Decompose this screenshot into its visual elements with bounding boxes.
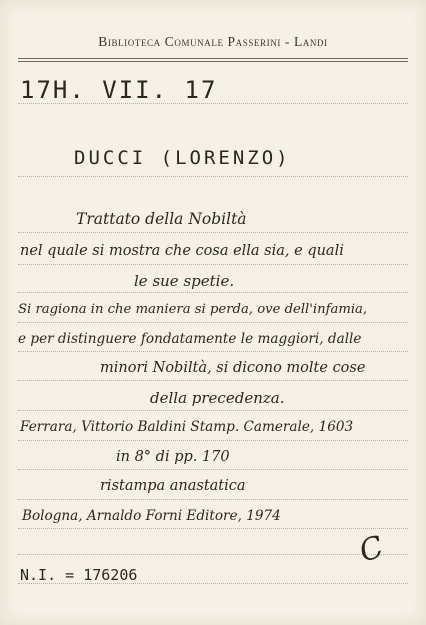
title-line-6: minori Nobiltà, si dicono molte cose bbox=[100, 360, 366, 376]
ruled-line bbox=[18, 292, 408, 293]
ruled-line bbox=[18, 410, 408, 411]
ruled-line bbox=[18, 528, 408, 529]
ruled-line bbox=[18, 380, 408, 381]
title-line-7: della precedenza. bbox=[150, 389, 285, 407]
ruled-line bbox=[18, 499, 408, 500]
ruled-line bbox=[18, 232, 408, 233]
ruled-line bbox=[18, 264, 408, 265]
inventory-number: N.I. = 176206 bbox=[20, 566, 138, 584]
reprint-imprint: Bologna, Arnaldo Forni Editore, 1974 bbox=[22, 508, 281, 524]
header-rule-double bbox=[18, 61, 408, 62]
shelfmark: 17H. VII. 17 bbox=[20, 76, 218, 104]
title-line-1: Trattato della Nobiltà bbox=[76, 210, 247, 228]
library-header: Biblioteca Comunale Passerini - Landi bbox=[98, 34, 328, 49]
imprint: Ferrara, Vittorio Baldini Stamp. Camerale, 1603 bbox=[20, 419, 354, 435]
reprint-note: ristampa anastatica bbox=[100, 478, 246, 494]
ruled-line bbox=[18, 440, 408, 441]
check-mark: C bbox=[355, 529, 388, 570]
title-line-4: Si ragiona in che maniera si perda, ove dell'infamia, bbox=[18, 302, 368, 317]
header-rule bbox=[18, 58, 408, 59]
author: DUCCI (LORENZO) bbox=[74, 147, 291, 169]
ruled-line bbox=[18, 351, 408, 352]
ruled-line bbox=[18, 554, 408, 555]
ruled-line bbox=[18, 469, 408, 470]
ruled-line bbox=[18, 176, 408, 177]
collation: in 8° di pp. 170 bbox=[116, 449, 230, 465]
ruled-line bbox=[18, 322, 408, 323]
title-line-3: le sue spetie. bbox=[134, 272, 235, 290]
title-line-2: nel quale si mostra che cosa ella sia, e quali bbox=[20, 243, 344, 259]
title-line-5: e per distinguere fondatamente le maggiori, dalle bbox=[18, 331, 362, 347]
